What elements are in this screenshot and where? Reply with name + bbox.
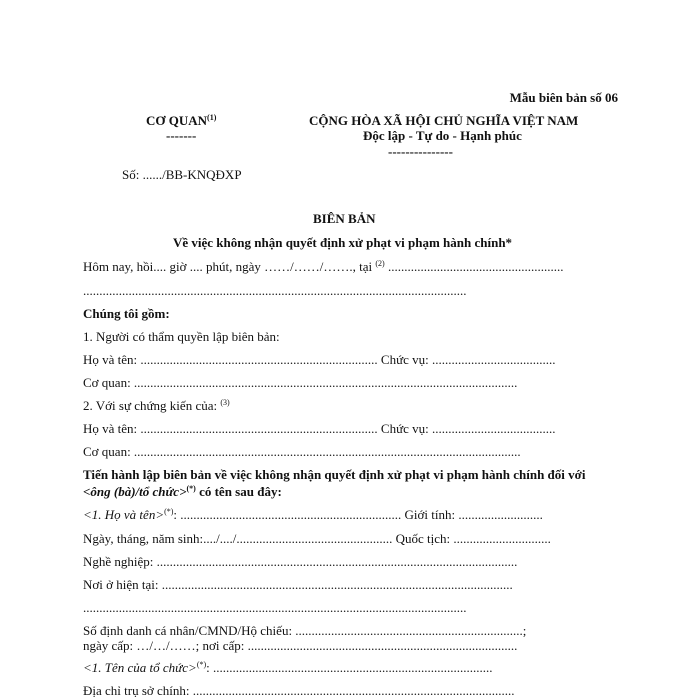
proceed-subject: <ông (bà)/tổ chức> [83,484,187,499]
document-title: BIÊN BẢN [313,211,376,226]
agency-note: (1) [207,113,217,122]
item2-agency-row: Cơ quan: ....................................................................................................................... [83,444,521,459]
intro-dots: ...................................................... [384,259,564,274]
motto-rule: --------------- [388,144,453,159]
proceed-note: (*) [186,484,196,493]
intro-line [83,259,563,275]
document-number: Số: ....../BB-KNQĐXP [122,167,242,182]
item1-agency-row: Cơ quan: ...................................................................................................................... [83,375,518,390]
nation-title: CỘNG HÒA XÃ HỘI CHỦ NGHĨA VIỆT NAM [309,113,579,128]
section-participants: Chúng tôi gồm: [83,306,170,321]
intro-note: (2) [375,259,385,268]
item2-name-row: Họ và tên: ......................................................................... Chức vụ: ...................................... [83,421,556,436]
item2-text: 2. Với sự chứng kiến của: [83,398,218,413]
org-hq-row: Địa chỉ trụ sở chính: ................................................................................................... [83,683,515,698]
intro-dots-line: ...................................................................................................................... [83,283,467,298]
agency-text: CƠ QUAN [146,113,208,128]
person-dots-line: ...................................................................................................................... [83,600,467,615]
item2-title [83,398,230,414]
proceed-line-2 [83,484,282,500]
person-address-row: Nơi ở hiện tại: ............................................................................................................ [83,577,513,592]
form-code: Mẫu biên bản số 06 [509,90,618,105]
person-dob-row: Ngày, tháng, năm sinh:..../..../................................................ Quốc tịch: .............................. [83,531,551,546]
document-subtitle: Về việc không nhận quyết định xử phạt vi phạm hành chính* [173,235,513,250]
intro-text: Hôm nay, hồi.... giờ .... phút, ngày ……/……/……., tại [83,259,373,274]
person-name-rest: : .................................................................... Giới tính: .......................... [173,507,543,522]
org-name-label: <1. Tên của tổ chức> [83,660,197,675]
agency-label [146,113,216,129]
item2-note: (3) [220,398,230,407]
person-id-row: Số định danh cá nhân/CMND/Hộ chiếu: ......................................................................; [83,623,527,638]
person-name-row [83,507,543,523]
org-name-row [83,660,493,676]
proceed-line-1: Tiến hành lập biên bản về việc không nhận quyết định xử phạt vi phạm hành chính đối với [83,467,586,482]
proceed-rest: có tên sau đây: [195,484,282,499]
org-name-note: (*) [196,660,207,669]
person-job-row: Nghề nghiệp: ............................................................................................................... [83,554,518,569]
item1-title: 1. Người có thẩm quyền lập biên bản: [83,329,280,344]
person-name-label: <1. Họ và tên> [83,507,165,522]
org-name-rest: : ...................................................................................... [206,660,493,675]
nation-motto: Độc lập - Tự do - Hạnh phúc [363,128,522,143]
item1-name-row: Họ và tên: ......................................................................... Chức vụ: ...................................... [83,352,556,367]
person-issue-row: ngày cấp: …/…/……; nơi cấp: ................................................................................... [83,638,518,653]
agency-rule: ------- [166,128,197,143]
person-name-note: (*) [164,507,174,516]
